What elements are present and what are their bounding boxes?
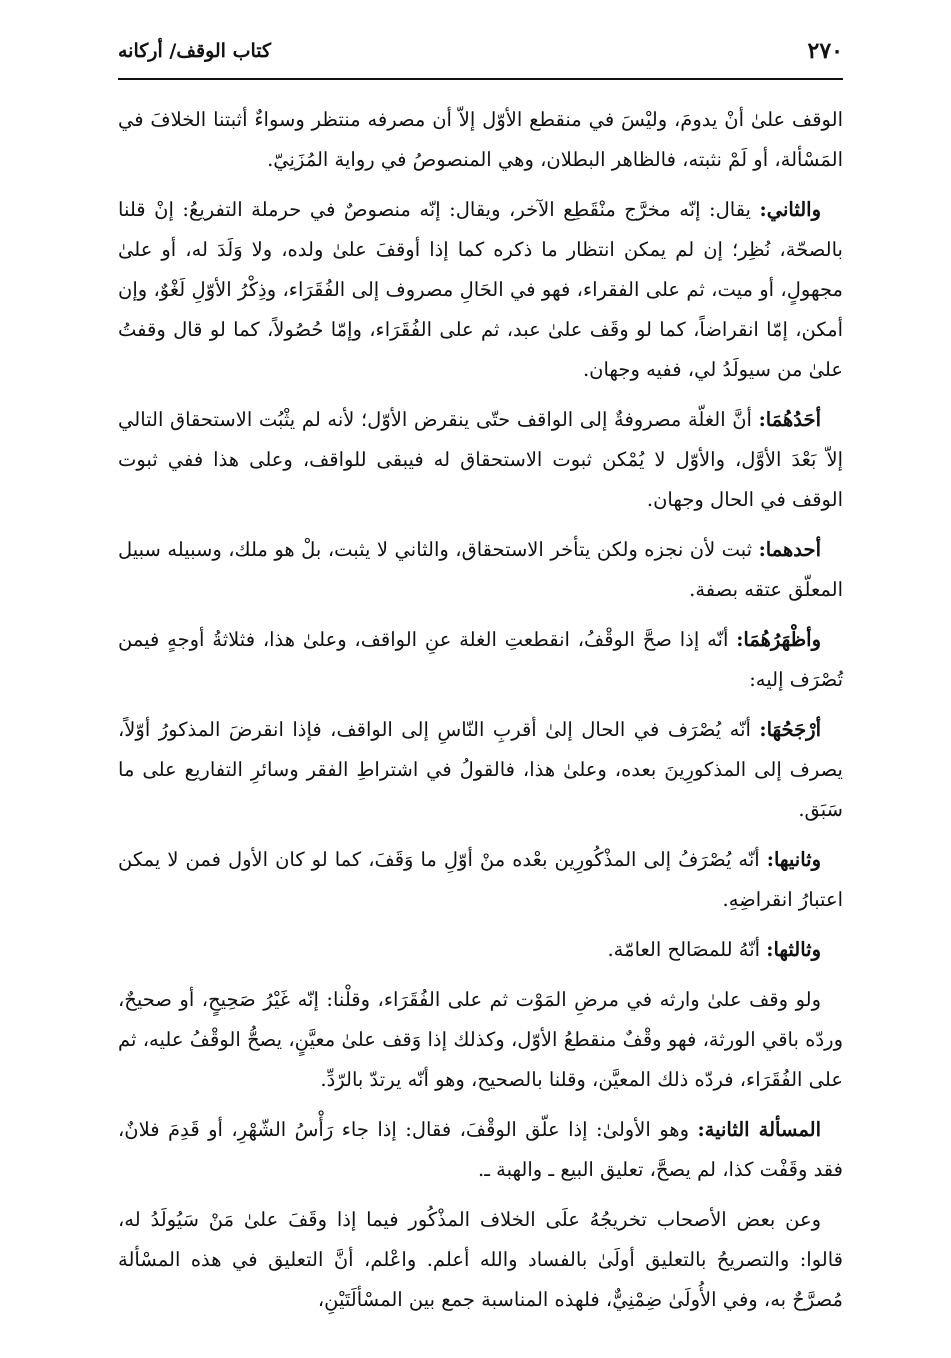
body-text: [118, 100, 843, 1320]
paragraph: [118, 1200, 843, 1320]
paragraph-lead: أحدهما:: [758, 538, 821, 561]
paragraph: [118, 710, 843, 830]
paragraph-lead: أحَدُهُمَا:: [758, 408, 821, 431]
paragraph-lead: المسألة الثانية:: [697, 1118, 821, 1141]
paragraph-lead: وثالثها:: [766, 938, 821, 961]
paragraph-text: ولو وقف علىٰ وارثه في مرضِ المَوْت ثم على الفُقَرَاء، وقلْنا: إنّه غَيْرُ صَحِيحٍ، أو صحيحٌ، وردّه باقي الورثة، فهو وقْفٌ منقطعُ الأوّل، وكذلك إذا وَقف علىٰ معيَّنٍ، يصحُّ الوقْفُ عليه، ثم على الفُقَرَاء، فردّه ذلك المعيَّن، وقلنا بالصحيح، وهو أنّه يرتدّ بالرّدِّ.: [118, 988, 843, 1091]
paragraph: [118, 980, 843, 1100]
paragraph-text: أنَّ الغلّة مصروفةٌ إلى الواقف حتّى ينقرض الأوّل؛ لأنه لم يثْبُت الاستحقاق التالي إلاّ بَعْدَ الأوَّل، والأوّل لا يُمْكن ثبوت الاستحقاق له فيبقى للواقف، وعلى هذا ففي ثبوت الوقف في الحال وجهان.: [118, 408, 843, 511]
paragraph-text: أنّه إذا صحَّ الوقْفُ، انقطعتِ الغلة عنِ الواقف، وعلىٰ هذا، فثلاثةُ أوجهٍ فيمن تُصْرَف إليه:: [118, 628, 843, 691]
paragraph: [118, 620, 843, 700]
paragraph-lead: والثاني:: [759, 198, 821, 221]
paragraph-lead: أرْجَحُهَا:: [759, 718, 821, 741]
paragraph-text: الوقف علىٰ أنْ يدومَ، وليْسَ في منقطع الأوّل إلاّ أن مصرفه منتظر وسواءٌ أثبتنا الخلافَ في المَسْألة، أو لَمْ نثبته، فالظاهر البطلان، وهي المنصوصُ في رواية المُزَنِيّ.: [118, 108, 843, 171]
paragraph-lead: وأظْهَرُهُمَا:: [736, 628, 821, 651]
paragraph-lead: وثانيها:: [766, 848, 821, 871]
paragraph: [118, 930, 843, 970]
running-title: كتاب الوقف/ أركانه: [118, 40, 272, 62]
paragraph-text: أنّه يُصْرَفُ إلى المذْكُورِين بعْده منْ أوّلِ ما وَقَفَ، كما لو كان الأول فمن لا يمكن اعتبارُ انقراضِهِ.: [118, 848, 843, 911]
paragraph-text: ثبت لأن نجزه ولكن يتأخر الاستحقاق، والثاني لا يثبت، بلْ هو ملك، وسبيله سبيل المعلّق عتقه بصفة.: [118, 538, 843, 601]
paragraph: [118, 1110, 843, 1190]
paragraph-text: وعن بعض الأصحاب تخريجُهُ علَى الخلاف المذْكُور فيما إذا وقَفَ علىٰ مَنْ سَيُولَدُ له، قالوا: والتصريحُ بالتعليق أولَىٰ بالفساد والله أعلم. واعْلم، أنَّ التعليق في هذه المسْألة مُصرَّحٌ به، وفي الأُولَىٰ ضِمْنِيٌّ، فلهذه المناسبة جمع بين المسْألَتَيْنِ،: [118, 1208, 843, 1311]
paragraph-text: أنّه يُصْرَف في الحال إلىٰ أقربِ النّاسِ إلى الواقف، فإذا انقرضَ المذكورُ أوّلاً، يصرف إلى المذكورِينَ بعده، وعلىٰ هذا، فالقولُ في اشتراطِ الفقر وسائرِ التفاريع على ما سَبَق.: [118, 718, 843, 821]
paragraph: [118, 840, 843, 920]
paragraph: [118, 530, 843, 610]
paragraph-text: وهو الأولىٰ: إذا علّق الوقْفَ، فقال: إذا جاء رَأْسُ الشّهْرِ، أو قَدِمَ فلانٌ، فقد وقَفْت كذا، لم يصحَّ، تعليق البيع ـ والهبة ـ.: [118, 1118, 843, 1181]
paragraph-text: يقال: إنّه مخرَّج منْقَطِع الآخر، ويقال: إنّه منصوصٌ في حرملة التفريعُ: إنْ قلنا بالصحّة، نُظِر؛ إن لم يمكن انتظار ما ذكره كما إذا أوقفَ علىٰ ولده، ولا وَلَدَ له، أو علىٰ مجهولٍ، أو ميت، ثم على الفقراء، فهو في الحَالِ مصروف إلى الفُقَرَاء، وذِكْرُ الأوّلِ لَغْوٌ، وإن أمكن، إمّا انقراضاً، كما لو وقَف علىٰ عبد، ثم على الفُقَرَاء، وإمّا حُصُولاً، كما لو قال وقفتُ علىٰ من سيولَدُ لي، ففيه وجهان.: [118, 198, 843, 381]
paragraph: [118, 100, 843, 180]
page-header: [118, 38, 843, 80]
paragraph: [118, 190, 843, 390]
paragraph-text: أنّهُ للمصَالح العامّة.: [607, 938, 767, 961]
paragraph: [118, 400, 843, 520]
page-number: ٢٧٠: [807, 38, 843, 64]
